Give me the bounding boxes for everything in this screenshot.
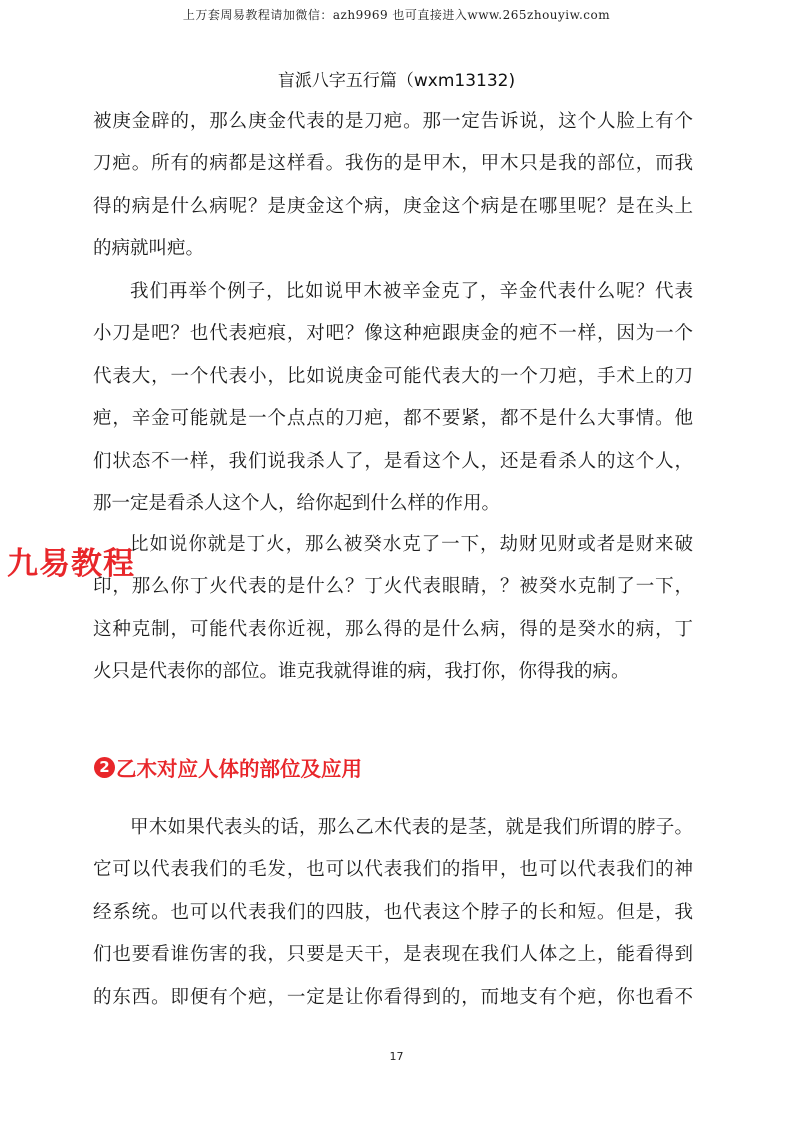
text-line: 我们再举个例子，比如说甲木被辛金克了，辛金代表什么呢？代表 [130,281,693,302]
paragraph [93,524,693,694]
page-number: 17 [389,1050,404,1063]
text-line: 这种克制，可能代表你近视，那么得的是什么病，得的是癸水的病，丁 [93,618,693,640]
text-line: 的病就叫疤。 [93,238,205,260]
top-banner: 上万套周易教程请加微信：azh9969 也可直接进入www.265zhouyiw.com [182,8,611,22]
text-line: 比如说你就是丁火，那么被癸水克了一下，劫财见财或者是财来破 [130,534,693,555]
text-line: 得的病是什么病呢？是庚金这个病，庚金这个病是在哪里呢？是在头上 [93,195,693,217]
text-line: 火只是代表你的部位。谁克我就得谁的病，我打你，你得我的病。 [93,661,630,683]
paragraph [93,807,693,1019]
text-line: 那一定是看杀人这个人，给你起到什么样的作用。 [93,493,501,515]
section-heading [94,752,362,782]
watermark-logo: 九易教程 [7,546,135,582]
document-title: 盲派八字五行篇（wxm13132) [277,71,516,91]
text-line: 印，那么你丁火代表的是什么？丁火代表眼睛，？被癸水克制了一下， [93,576,693,598]
text-line: 小刀是吧？也代表疤痕，对吧？像这种疤跟庚金的疤不一样，因为一个 [93,323,693,345]
section-number-badge: 2 [94,757,115,778]
section-title: 乙木对应人体的部位及应用 [116,757,362,781]
text-line: 被庚金辟的，那么庚金代表的是刀疤。那一定告诉说，这个人脸上有个 [93,111,693,132]
text-line: 代表大，一个代表小，比如说庚金可能代表大的一个刀疤，手术上的刀 [93,365,693,387]
text-line: 它可以代表我们的毛发，也可以代表我们的指甲，也可以代表我们的神 [93,859,693,881]
text-line: 疤，辛金可能就是一个点点的刀疤，都不要紧，都不是什么大事情。他 [93,408,693,430]
text-line: 经系统。也可以代表我们的四肢，也代表这个脖子的长和短。但是，我 [93,901,693,923]
text-line: 们也要看谁伤害的我，只要是天干，是表现在我们人体之上，能看得到 [93,944,693,966]
paragraph [93,271,693,525]
text-line: 刀疤。所有的病都是这样看。我伤的是甲木，甲木只是我的部位，而我 [93,153,693,175]
text-line: 的东西。即便有个疤，一定是让你看得到的，而地支有个疤，你也看不 [93,986,693,1008]
text-line: 们状态不一样，我们说我杀人了，是看这个人，还是看杀人的这个人， [93,450,693,472]
paragraph [93,101,693,271]
text-line: 甲木如果代表头的话，那么乙木代表的是茎，就是我们所谓的脖子。 [130,817,693,838]
